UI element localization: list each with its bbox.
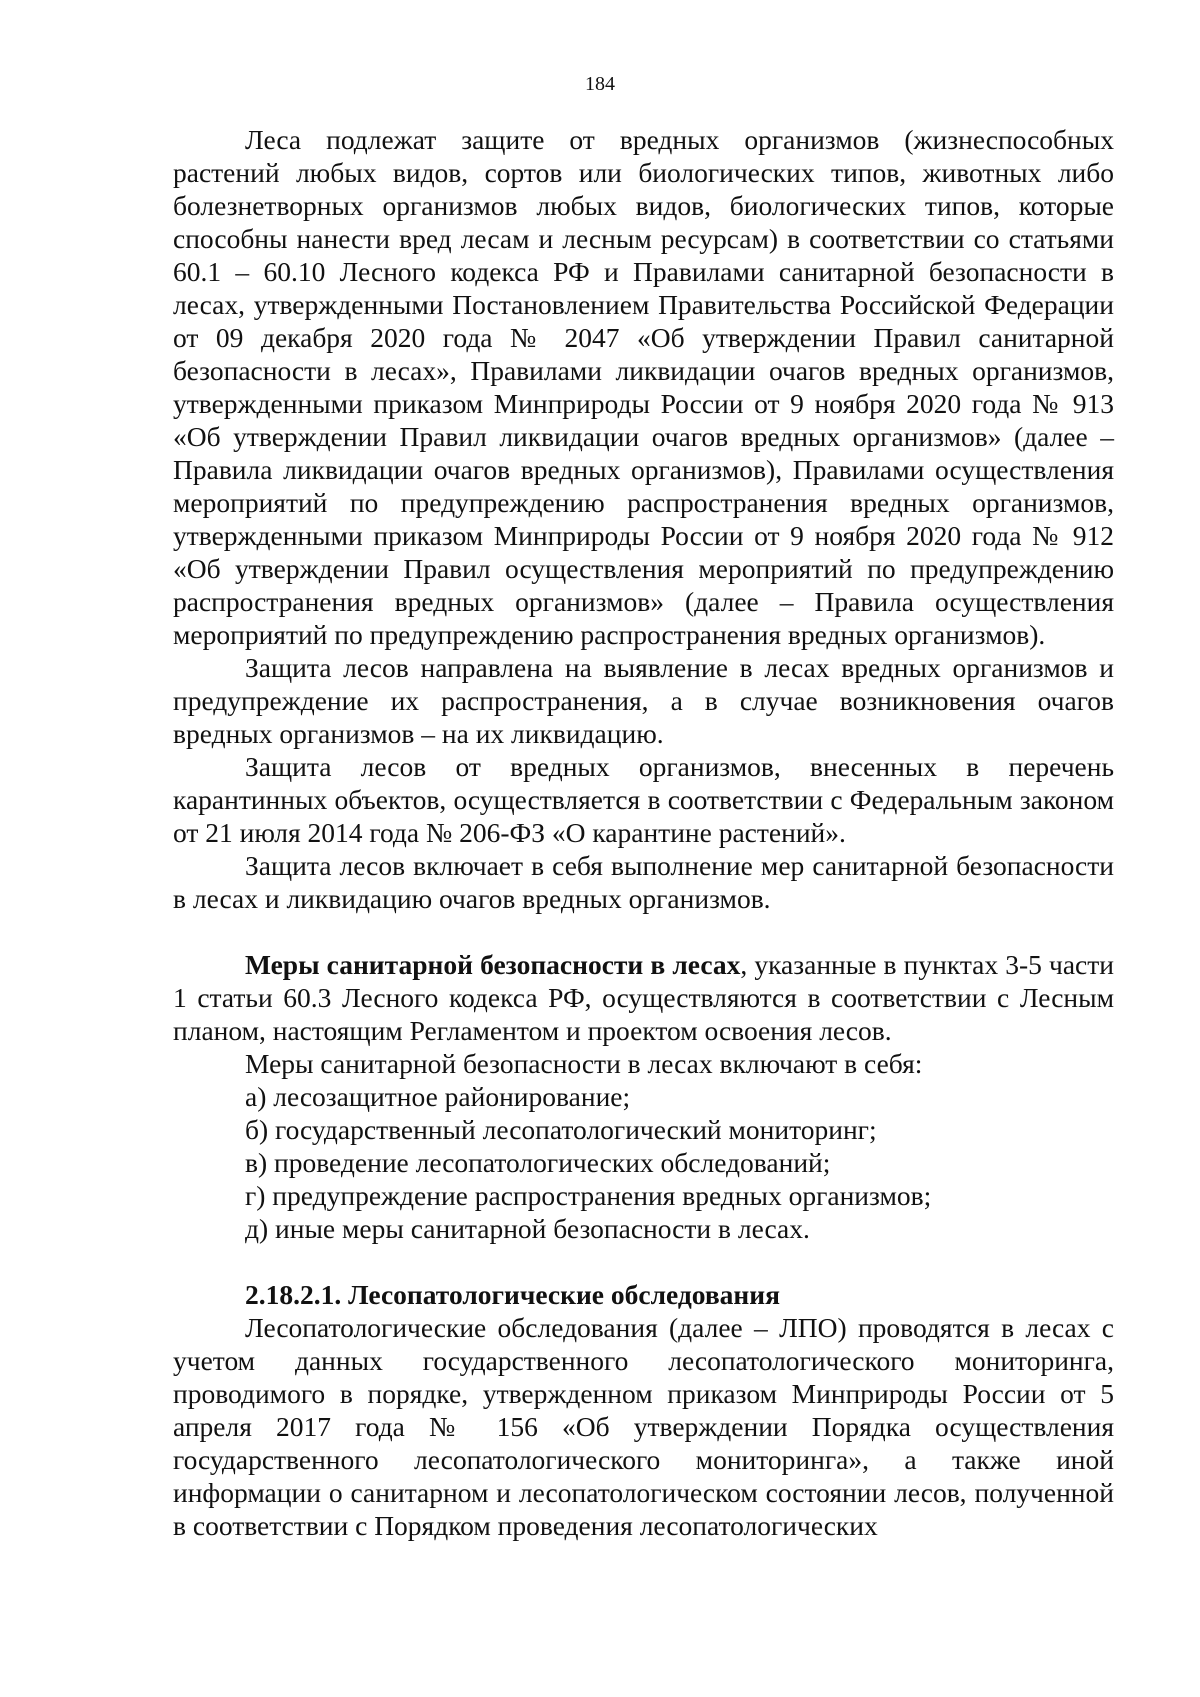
paragraph-protection-purpose: Защита лесов направлена на выявление в лесах вредных организмов и предупреждение их распространения, а в случае возникновения очагов вредных организмов – на их ликвидацию. xyxy=(173,652,1114,749)
section-heading: 2.18.2.1. Лесопатологические обследования xyxy=(245,1279,781,1310)
sanitary-measures-term: Меры санитарной безопасности в лесах xyxy=(245,949,741,980)
paragraph-lpo: Лесопатологические обследования (далее – ЛПО) проводятся в лесах с учетом данных государственного лесопатологического мониторинга, проводимого в порядке, утвержденном приказом Минприроды России от 5 апреля 2017 года № 156 «Об утверждении Порядка осуществления государственного лесопатологического мониторинга», а также иной информации о санитарном и лесопатологическом состоянии лесов, полученной в соответствии с Порядком проведения лесопатологических xyxy=(173,1312,1114,1541)
list-item: б) государственный лесопатологический мониторинг; xyxy=(245,1114,877,1145)
blank-line xyxy=(173,915,1114,948)
paragraph-protection-scope: Защита лесов включает в себя выполнение мер санитарной безопасности в лесах и ликвидацию очагов вредных организмов. xyxy=(173,850,1114,914)
page-number: 184 xyxy=(585,73,615,95)
paragraph-forest-protection-legal-basis: Леса подлежат защите от вредных организмов (жизнеспособных растений любых видов, сортов или биологических типов, животных либо болезнетворных организмов любых видов, биологических типов, которые способны нанести вред лесам и лесным ресурсам) в соответствии со статьями 60.1 – 60.10 Лесного кодекса РФ и Правилами санитарной безопасности в лесах, утвержденными Постановлением Правительства Российской Федерации от 09 декабря 2020 года № 2047 «Об утверждении Правил санитарной безопасности в лесах», Правилами ликвидации очагов вредных организмов, утвержденными приказом Минприроды России от 9 ноября 2020 года № 913 «Об утверждении Правил ликвидации очагов вредных организмов» (далее – Правила ликвидации очагов вредных организмов), Правилами осуществления мероприятий по предупреждению распространения вредных организмов, утвержденными приказом Минприроды России от 9 ноября 2020 года № 912 «Об утверждении Правил осуществления мероприятий по предупреждению распространения вредных организмов» (далее – Правила осуществления мероприятий по предупреждению распространения вредных организмов). xyxy=(173,124,1114,650)
paragraph-measures-intro: Меры санитарной безопасности в лесах включают в себя: xyxy=(245,1048,923,1079)
list-item: г) предупреждение распространения вредных организмов; xyxy=(245,1180,932,1211)
list-item: а) лесозащитное районирование; xyxy=(245,1081,631,1112)
blank-line xyxy=(173,1245,1114,1278)
document-body xyxy=(173,123,1114,1542)
list-item: д) иные меры санитарной безопасности в лесах. xyxy=(245,1213,810,1244)
sanitary-measures-text: , указанные в пунктах 3-5 части 1 статьи 60.3 Лесного кодекса РФ, осуществляются в соответствии с Лесным планом, настоящим Регламентом и проектом освоения лесов. xyxy=(173,949,1114,1046)
paragraph-sanitary-measures xyxy=(173,948,1114,1047)
list-item: в) проведение лесопатологических обследований; xyxy=(245,1147,831,1178)
paragraph-quarantine: Защита лесов от вредных организмов, внесенных в перечень карантинных объектов, осуществляется в соответствии с Федеральным законом от 21 июля 2014 года № 206-ФЗ «О карантине растений». xyxy=(173,751,1114,848)
